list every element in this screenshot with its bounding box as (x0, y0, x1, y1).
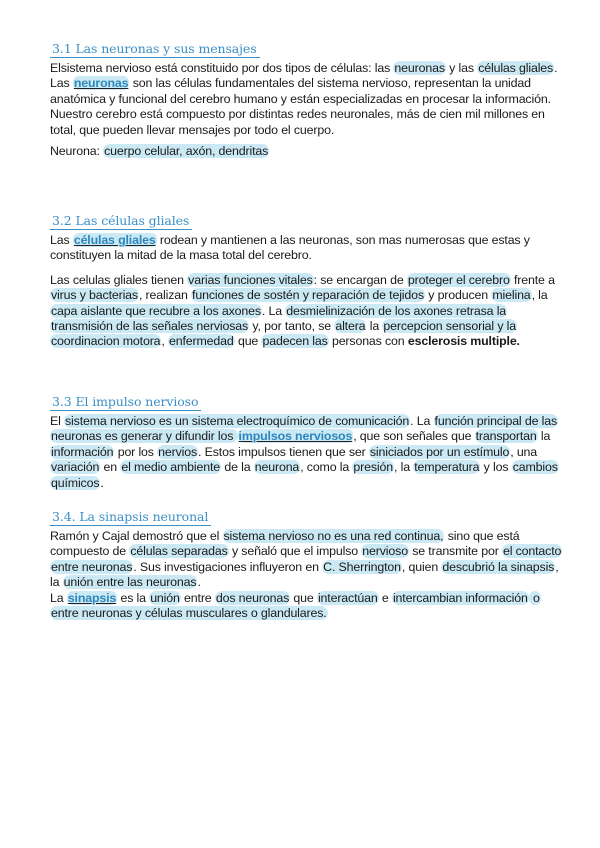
section-heading: 3.3 El impulso nervioso (50, 394, 201, 411)
paragraph: Las neuronas son las células fundamentales del sistema nervioso, representan la unidad anatómica y funcional del cerebro humano y están especializadas en procesar la información. Nuestro cerebro está compuesto por distintas redes neuronales, más de cien mil millones en total, que pueden llevar mensajes por todo el cuerpo. (50, 76, 551, 137)
section-neuronas (50, 40, 570, 159)
paragraph: Las células gliales rodean y mantienen a las neuronas, son mas numerosas que estas y constituyen la mitad de la masa total del cerebro. (50, 233, 530, 263)
section-heading: 3.1 Las neuronas y sus mensajes (50, 41, 260, 58)
paragraph: Neurona: cuerpo celular, axón, dendritas (50, 144, 269, 159)
section-heading: 3.4. La sinapsis neuronal (50, 509, 211, 526)
section-impulso-nervioso (50, 393, 570, 491)
section-sinapsis (50, 508, 570, 621)
paragraph: La sinapsis es la unión entre dos neuronas que interactúan e intercambian información o entre neuronas y células musculares o glandulares. (50, 590, 540, 621)
section-celulas-gliales (50, 212, 570, 350)
section-heading: 3.2 Las células gliales (50, 213, 192, 230)
paragraph: Las celulas gliales tienen varias funciones vitales: se encargan de proteger el cerebro frente a virus y bacterias, realizan funciones de sostén y reparación de tejidos y producen mielina, la capa aislante que recubre a los axones. La desmielinización de los axones retrasa la transmisión de las señales nerviosas y, por tanto, se altera la percepcion sensorial y la coordinacion motora, enfermedad que padecen las personas con esclerosis multiple. (50, 272, 555, 349)
paragraph: El sistema nervioso es un sistema electroquímico de comunicación. La función principal de las neuronas es generar y difundir los impulsos nerviosos, que son señales que transportan la información por los nervios. Estos impulsos tienen que ser siniciados por un estímulo, una variación en el medio ambiente de la neurona, como la presión, la temperatura y los cambios químicos. (50, 414, 558, 490)
paragraph: Ramón y Cajal demostró que el sistema nervioso no es una red continua, sino que está compuesto de células separadas y señaló que el impulso nervioso se transmite por el contacto entre neuronas. Sus investigaciones influyeron en C. Sherrington, quien descubrió la sinapsis, la unión entre las neuronas. (50, 529, 562, 590)
paragraph: Elsistema nervioso está constituido por dos tipos de células: las neuronas y las células gliales. (50, 61, 558, 75)
